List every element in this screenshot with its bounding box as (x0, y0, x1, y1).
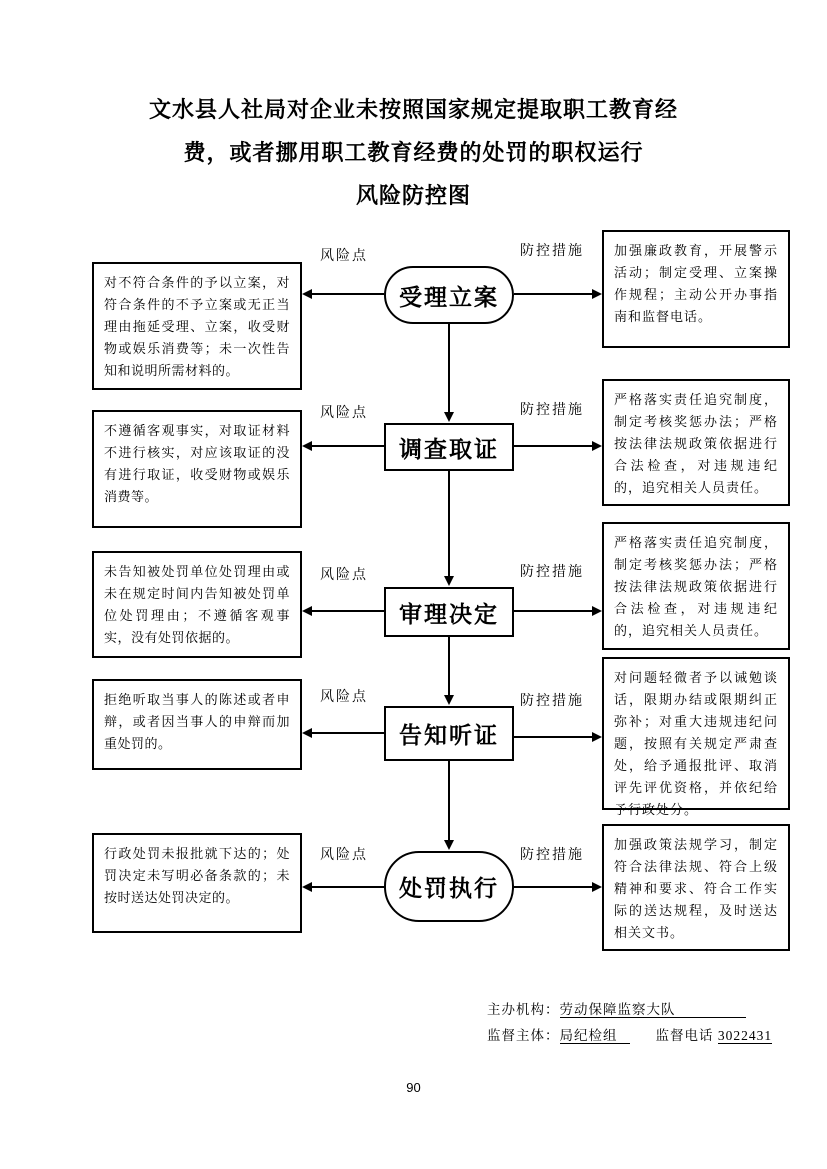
arrow-right-line-1 (514, 293, 593, 295)
footer (487, 997, 772, 1049)
arrow-down-icon-1 (444, 412, 454, 422)
arrow-right-line-2 (514, 445, 593, 447)
arrow-right-icon-4 (592, 732, 602, 742)
measure-box-3 (602, 522, 790, 650)
connector-line-2-3 (448, 471, 450, 577)
supervisor-value: 局纪检组 (560, 1028, 630, 1044)
arrow-left-line-4 (311, 732, 384, 734)
measure-box-1 (602, 230, 790, 348)
flow-node-1: 受理立案 (384, 266, 514, 324)
measure-label-4: 防控措施 (520, 694, 584, 709)
measure-text-1: 加强廉政教育，开展警示活动；制定受理、立案操作规程；主动公开办事指南和监督电话。 (614, 243, 778, 324)
arrow-left-line-5 (311, 886, 384, 888)
title-line-1: 文水县人社局对企业未按照国家规定提取职工教育经 (148, 97, 678, 122)
risk-box-3 (92, 551, 302, 658)
arrow-right-icon-1 (592, 289, 602, 299)
arrow-right-icon-5 (592, 882, 602, 892)
measure-text-2: 严格落实责任追究制度，制定考核奖惩办法；严格按法律法规政策依据进行合法检查，对违规违纪的，追究相关人员责任。 (614, 392, 778, 495)
flow-node-5: 处罚执行 (384, 851, 514, 922)
measure-box-2 (602, 379, 790, 506)
organizer-value: 劳动保障监察大队 (560, 1002, 746, 1018)
measure-label-3: 防控措施 (520, 565, 584, 580)
arrow-down-icon-2 (444, 576, 454, 586)
risk-point-label-2: 风险点 (320, 406, 368, 421)
footer-organizer-row (487, 997, 772, 1023)
measure-text-3: 严格落实责任追究制度，制定考核奖惩办法；严格按法律法规政策依据进行合法检查，对违规违纪的，追究相关人员责任。 (614, 535, 778, 638)
phone-label: 监督电话 (655, 1028, 714, 1043)
risk-point-label-5: 风险点 (320, 848, 368, 863)
risk-point-label-3: 风险点 (320, 568, 368, 583)
measure-box-5 (602, 824, 790, 951)
flow-node-2: 调查取证 (384, 423, 514, 471)
risk-point-label-1: 风险点 (320, 249, 368, 264)
risk-text-3: 未告知被处罚单位处罚理由或未在规定时间内告知被处罚单位处罚理由；不遵循客观事实，没有处罚依据的。 (104, 564, 290, 645)
risk-box-1 (92, 262, 302, 390)
arrow-right-line-3 (514, 610, 593, 612)
phone-value: 3022431 (717, 1028, 773, 1043)
arrow-down-icon-4 (444, 840, 454, 850)
title-line-2: 费，或者挪用职工教育经费的处罚的职权运行 (183, 140, 644, 165)
measure-label-1: 防控措施 (520, 244, 584, 259)
measure-text-5: 加强政策法规学习，制定符合法律法规、符合上级精神和要求、符合工作实际的送达规程，及时送达相关文书。 (614, 837, 778, 940)
connector-line-3-4 (448, 637, 450, 695)
arrow-right-line-5 (514, 886, 593, 888)
risk-text-4: 拒绝听取当事人的陈述或者申辩，或者因当事人的申辩而加重处罚的。 (104, 692, 290, 751)
risk-box-2 (92, 410, 302, 528)
arrow-left-line-2 (311, 445, 384, 447)
arrow-left-line-3 (311, 610, 384, 612)
connector-line-1-2 (448, 324, 450, 413)
arrow-right-line-4 (514, 736, 593, 738)
arrow-right-icon-3 (592, 606, 602, 616)
footer-supervisor-row (487, 1023, 772, 1049)
title-line-3: 风险防控图 (355, 183, 471, 208)
measure-box-4 (602, 657, 790, 817)
risk-point-label-4: 风险点 (320, 690, 368, 705)
connector-line-4-5 (448, 761, 450, 841)
measure-label-5: 防控措施 (520, 848, 584, 863)
page-title (0, 88, 827, 217)
flow-node-3: 审理决定 (384, 587, 514, 637)
risk-box-4 (92, 679, 302, 770)
arrow-left-line-1 (311, 293, 384, 295)
risk-text-1: 对不符合条件的予以立案，对符合条件的不予立案或无正当理由拖延受理、立案，收受财物或娱乐消费等；未一次性告知和说明所需材料的。 (104, 275, 290, 378)
organizer-label: 主办机构： (487, 1002, 560, 1017)
measure-label-2: 防控措施 (520, 403, 584, 418)
arrow-down-icon-3 (444, 695, 454, 705)
arrow-right-icon-2 (592, 441, 602, 451)
flow-node-4: 告知听证 (384, 706, 514, 761)
risk-text-2: 不遵循客观事实，对取证材料不进行核实，对应该取证的没有进行取证，收受财物或娱乐消费等。 (104, 423, 290, 504)
page-number: 90 (406, 1080, 421, 1095)
risk-text-5: 行政处罚未报批就下达的；处罚决定未写明必备条款的；未按时送达处罚决定的。 (104, 846, 290, 905)
measure-text-4: 对问题轻微者予以诫勉谈话，限期办结或限期纠正弥补；对重大违规违纪问题，按照有关规定严肃查处，给予通报批评、取消评先评优资格，并依纪给予行政处分。 (614, 670, 778, 817)
supervisor-label: 监督主体： (487, 1028, 560, 1043)
risk-box-5 (92, 833, 302, 933)
